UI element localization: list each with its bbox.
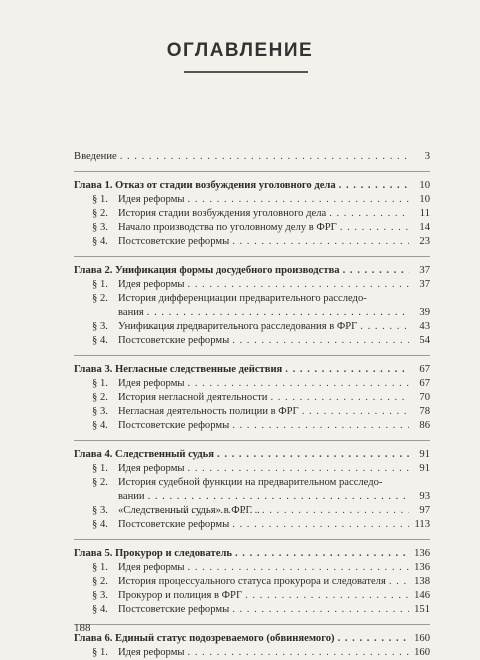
section-number: § 3.: [92, 222, 108, 233]
toc-page-number: 10: [419, 194, 430, 205]
section-number: § 1.: [92, 194, 108, 205]
section-title: История процессуального статуса прокурора и следователя: [118, 576, 386, 587]
toc-section: [74, 391, 430, 405]
dot-leader: [389, 575, 409, 589]
toc-section: [74, 476, 430, 504]
dot-leader: [120, 150, 409, 164]
toc-page-number: 160: [414, 647, 430, 658]
toc-page-number: 113: [414, 519, 430, 530]
section-number: § 4.: [92, 604, 108, 615]
section-divider: [74, 171, 430, 172]
toc-chapter: [74, 547, 430, 561]
dot-leader: [285, 363, 409, 377]
dot-leader: [232, 603, 409, 617]
section-number: § 1.: [92, 378, 108, 389]
section-number: § 4.: [92, 236, 108, 247]
section-title: Унификация предварительного расследования в ФРГ: [118, 321, 358, 332]
section-title: Постсоветские реформы: [118, 519, 230, 530]
dot-leader: [188, 377, 409, 391]
toc-page-number: 67: [419, 378, 430, 389]
section-title: Идея реформы: [118, 647, 185, 658]
section-divider: [74, 624, 430, 625]
section-title: Идея реформы: [118, 378, 185, 389]
section-number: § 2.: [92, 208, 108, 219]
section-title-line1: История судебной функции на предварительном расследо-: [118, 477, 383, 488]
toc-chapter: [74, 632, 430, 646]
section-title: История негласной деятельности: [118, 392, 268, 403]
dot-leader: [232, 334, 409, 348]
dot-leader: [232, 235, 409, 249]
page-number: 188: [74, 622, 91, 634]
toc-section: [74, 405, 430, 419]
toc-section: [74, 207, 430, 221]
chapter-title: Глава 4. Следственный судья: [74, 449, 215, 460]
dot-leader: [188, 646, 409, 660]
toc-page-number: 138: [414, 576, 430, 587]
toc-chapter: [74, 264, 430, 278]
section-title: Идея реформы: [118, 279, 185, 290]
toc-section: [74, 292, 430, 320]
dot-leader: [188, 278, 409, 292]
section-title: Начало производства по уголовному делу в ФРГ: [118, 222, 337, 233]
toc-page-number: 54: [419, 335, 430, 346]
toc-chapter: [74, 179, 430, 193]
section-title: «Следственный судья» в ФРГ: [118, 505, 252, 516]
section-title-line2: вании: [118, 491, 145, 502]
section-title-line2: вания: [118, 307, 144, 318]
toc-section: [74, 419, 430, 433]
toc-section: [74, 235, 430, 249]
section-title: Постсоветские реформы: [118, 236, 230, 247]
section-number: § 3.: [92, 505, 108, 516]
toc-page-number: 151: [414, 604, 430, 615]
chapter-title: Глава 2. Унификация формы досудебного производства: [74, 265, 340, 276]
section-title: Идея реформы: [118, 463, 185, 474]
toc-page-number: 3: [424, 151, 430, 162]
toc-page-number: 14: [419, 222, 430, 233]
toc-page-number: 67: [419, 364, 430, 375]
title-underline: [184, 71, 308, 73]
toc-section: [74, 320, 430, 334]
section-divider: [74, 539, 430, 540]
dot-leader: [340, 221, 409, 235]
toc-chapter: [74, 363, 430, 377]
toc-section: [74, 278, 430, 292]
toc-section: [74, 589, 430, 603]
dot-leader: [302, 405, 409, 419]
chapter-title: Глава 1. Отказ от стадии возбуждения уголовного дела: [74, 180, 336, 191]
toc-page-number: 136: [414, 548, 430, 559]
section-number: § 2.: [92, 576, 108, 587]
toc-section: [74, 377, 430, 391]
section-title: Постсоветские реформы: [118, 604, 230, 615]
section-number: § 2.: [92, 293, 108, 304]
section-title: Постсоветские реформы: [118, 420, 230, 431]
section-title: Идея реформы: [118, 562, 185, 573]
toc-section: [74, 646, 430, 660]
dot-leader: [270, 391, 409, 405]
toc-section: [74, 603, 430, 617]
dot-leader: [360, 320, 409, 334]
section-number: § 1.: [92, 279, 108, 290]
dot-leader: [255, 504, 409, 518]
toc-page-number: 43: [419, 321, 430, 332]
toc-section: [74, 193, 430, 207]
section-number: § 4.: [92, 519, 108, 530]
toc-page-number: 11: [419, 208, 430, 219]
toc-page-number: 37: [419, 279, 430, 290]
toc-page-number: 91: [419, 449, 430, 460]
toc-page-number: 93: [419, 491, 430, 502]
toc-page-number: 10: [419, 180, 430, 191]
chapter-title: Глава 6. Единый статус подозреваемого (обвиняемого): [74, 633, 335, 644]
dot-leader: [339, 179, 409, 193]
toc-page-number: 23: [419, 236, 430, 247]
section-number: § 3.: [92, 590, 108, 601]
section-number: § 2.: [92, 477, 108, 488]
section-number: § 4.: [92, 335, 108, 346]
toc-page-number: 136: [414, 562, 430, 573]
section-divider: [74, 440, 430, 441]
section-title: Прокурор и полиция в ФРГ: [118, 590, 243, 601]
section-divider: [74, 355, 430, 356]
section-divider: [74, 256, 430, 257]
table-of-contents: [74, 150, 430, 660]
toc-chapter: [74, 448, 430, 462]
dot-leader: [232, 419, 409, 433]
toc-page-number: 160: [414, 633, 430, 644]
toc-section: [74, 221, 430, 235]
section-number: § 3.: [92, 321, 108, 332]
toc-section: [74, 504, 430, 518]
dot-leader: [217, 448, 409, 462]
section-number: § 1.: [92, 463, 108, 474]
toc-entry-text: Введение: [74, 151, 117, 162]
toc-entry-intro: [74, 150, 430, 164]
toc-page-number: 39: [419, 307, 430, 318]
section-number: § 1.: [92, 562, 108, 573]
toc-page-number: 37: [419, 265, 430, 276]
section-title: Идея реформы: [118, 194, 185, 205]
section-number: § 3.: [92, 406, 108, 417]
dot-leader: [245, 589, 409, 603]
dot-leader: [188, 561, 409, 575]
section-title-line1: История дифференциации предварительного расследо-: [118, 293, 367, 304]
section-title: Негласная деятельность полиции в ФРГ: [118, 406, 299, 417]
toc-page-number: 97: [419, 505, 430, 516]
toc-section: [74, 518, 430, 532]
page-title: ОГЛАВЛЕНИЕ: [166, 40, 314, 61]
section-title: История стадии возбуждения уголовного дела: [118, 208, 327, 219]
section-number: § 2.: [92, 392, 108, 403]
dot-leader: [329, 207, 409, 221]
chapter-title: Глава 3. Негласные следственные действия: [74, 364, 283, 375]
toc-section: [74, 561, 430, 575]
dot-leader: [343, 264, 409, 278]
dot-leader: [235, 547, 409, 561]
dot-leader: [188, 193, 409, 207]
dot-leader: [338, 632, 409, 646]
toc-section: [74, 334, 430, 348]
toc-section: [74, 462, 430, 476]
dot-leader: [232, 518, 409, 532]
toc-page-number: 91: [419, 463, 430, 474]
dot-leader: [188, 462, 409, 476]
section-number: § 1.: [92, 647, 108, 658]
toc-page-number: 146: [414, 590, 430, 601]
toc-page-number: 86: [419, 420, 430, 431]
chapter-title: Глава 5. Прокурор и следователь: [74, 548, 232, 559]
section-title: Постсоветские реформы: [118, 335, 230, 346]
section-number: § 4.: [92, 420, 108, 431]
toc-page-number: 78: [419, 406, 430, 417]
toc-section: [74, 575, 430, 589]
toc-page-number: 70: [419, 392, 430, 403]
